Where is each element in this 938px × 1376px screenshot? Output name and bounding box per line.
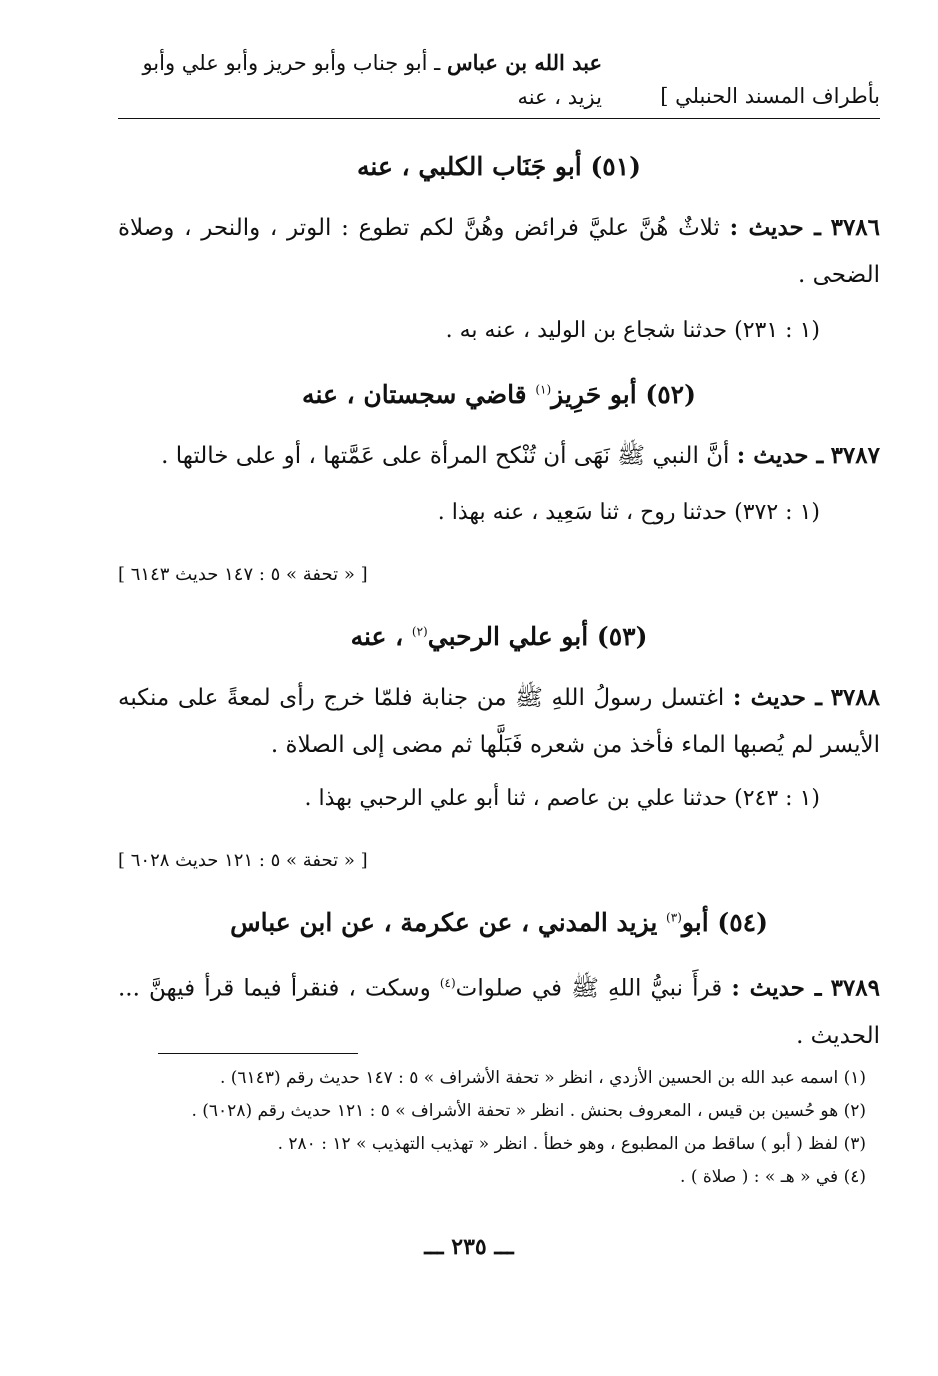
hadith-number: ٣٧٨٦: [830, 214, 881, 241]
footnote-1: (١) اسمه عبد الله بن الحسين الأزدي ، انظر « تحفة الأشراف » ٥ : ١٤٧ حديث رقم (٦١٤٣) .: [219, 1068, 866, 1088]
footnote-divider: [158, 1053, 358, 1054]
tuhfa-reference-3787: [ « تحفة » ٥ : ١٤٧ حديث ٦١٤٣ ]: [118, 564, 368, 585]
running-header-chapter: [122, 46, 602, 114]
section-title-51: (٥١) أبو جَنَاب الكلبي ، عنه: [357, 152, 641, 181]
hadith-keyword: ـ حديث :: [731, 974, 822, 1002]
footnote-ref-3: (٣): [666, 910, 682, 925]
hadith-text: اغتسل رسولُ اللهِ ﷺ من جنابة فلمّا خرج رأى لمعةً على منكبه الأيسر لم يُصبها الماء فأخذ من شعره فَبَلَّها ثم مضى إلى الصلاة .: [118, 685, 880, 758]
section-title-53: (٥٣) أبو علي الرحبي$^{(٢)}$ ، عنه: [350, 622, 648, 651]
isnad-3786: (١ : ٢٣١) حدثنا شجاع بن الوليد ، عنه به .: [445, 318, 820, 343]
footnote-3: (٣) لفظ ( أبو ) ساقط من المطبوع ، وهو خطأ . انظر « تهذيب التهذيب » ١٢ : ٢٨٠ .: [277, 1134, 866, 1154]
section-title-52: (٥٢) أبو حَرِيز$^{(١)}$ قاضي سجستان ، عنه: [302, 380, 696, 409]
page-number: ـــ ٢٣٥ ـــ: [424, 1234, 514, 1260]
hadith-keyword: ـ حديث :: [736, 442, 824, 469]
hadith-text-b: وسكت ، فنقرأ فيما قرأ فيهنَّ ... الحديث .: [118, 975, 880, 1049]
footnote-ref-1: (١): [535, 382, 552, 397]
hadith-text: ثلاثٌ هُنَّ عليَّ فرائض وهُنَّ لكم تطوع : الوتر ، والنحر ، وصلاة الضحى .: [118, 215, 880, 288]
running-header-book-title: بأطراف المسند الحنبلي ]: [660, 84, 880, 108]
footnotes: [150, 1062, 866, 1194]
footnote-4: (٤) في « هـ » : ( صلاة ) .: [680, 1167, 866, 1187]
hadith-3787: [118, 432, 880, 480]
hadith-number: ٣٧٨٨: [830, 684, 880, 711]
header-companion-name: عبد الله بن عباس: [447, 50, 602, 75]
footnote-2: (٢) هو حُسين بن قيس ، المعروف بحنش . انظر « تحفة الأشراف » ٥ : ١٢١ حديث رقم (٦٠٢٨) .: [191, 1101, 866, 1121]
hadith-keyword: ـ حديث :: [729, 214, 821, 241]
section-title-54: (٥٤) أبو$^{(٣)}$ يزيد المدني ، عن عكرمة ، عن ابن عباس: [230, 908, 768, 937]
hadith-number: ٣٧٨٧: [830, 442, 880, 469]
hadith-3788: [118, 674, 880, 769]
hadith-text: أنَّ النبي ﷺ نَهَى أن تُنْكح المرأة على عَمَّتها ، أو على خالتها .: [161, 443, 737, 469]
isnad-3787: (١ : ٣٧٢) حدثنا روح ، ثنا سَعِيد ، عنه بهذا .: [437, 500, 820, 525]
hadith-number: ٣٧٨٩: [830, 974, 880, 1002]
hadith-text-a: قرأَ نبيُّ اللهِ ﷺ في صلوات: [455, 975, 732, 1002]
footnote-ref-2: (٢): [411, 624, 428, 639]
hadith-3789: [118, 960, 880, 1060]
tuhfa-reference-3788: [ « تحفة » ٥ : ١٢١ حديث ٦٠٢٨ ]: [118, 850, 368, 871]
hadith-3786: [118, 204, 880, 299]
header-line2: يزيد ، عنه: [517, 85, 602, 109]
isnad-3788: (١ : ٢٤٣) حدثنا علي بن عاصم ، ثنا أبو علي الرحبي بهذا .: [304, 786, 820, 811]
hadith-keyword: ـ حديث :: [732, 684, 822, 711]
header-divider: [118, 118, 880, 119]
footnote-ref-4: (٤): [439, 976, 456, 990]
header-narrators: ـ أبو جناب وأبو حريز وأبو علي وأبو: [142, 51, 447, 75]
